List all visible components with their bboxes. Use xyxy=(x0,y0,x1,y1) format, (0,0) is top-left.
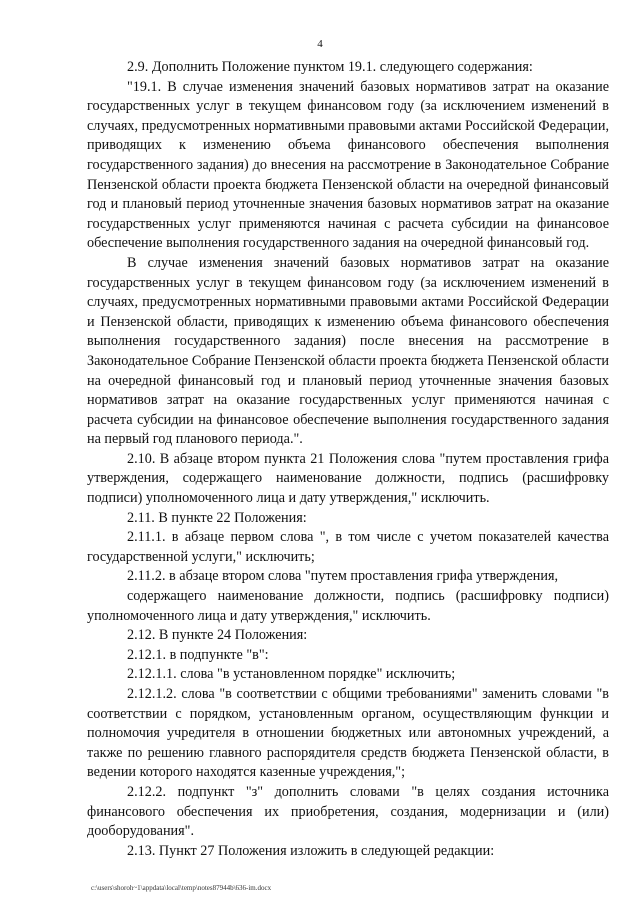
paragraph-2-12-1-1: 2.12.1.1. слова "в установленном порядке" исключить; xyxy=(127,666,456,683)
paragraph-2-12-1-2: 2.12.1.2. слова "в соответствии с общими требованиями" заменить словами "в соответствии с порядком, установленным органом, осуществляющим функции и полномочия учредителя в отношении бюджетных или автономных учреждений, а также по решению главного распорядителя средств бюджета Пензенской области, в ведении которого находятся казенные учреждения,"; xyxy=(87,686,609,781)
document-body xyxy=(87,58,609,861)
file-path-footer: c:\users\shoroh~1\appdata\local\temp\notes87944b\636-im.docx xyxy=(91,884,272,892)
paragraph-2-11-2-continued: содержащего наименование должности, подпись (расшифровку подписи) уполномоченного лица и дату утверждения," исключить. xyxy=(87,588,609,624)
page-number: 4 xyxy=(317,38,323,50)
paragraph-2-10: 2.10. В абзаце втором пункта 21 Положения слова "путем проставления грифа утверждения, содержащего наименование должности, подпись (расшифровку подписи) уполномоченного лица и дату утверждения," исключить. xyxy=(87,450,609,507)
paragraph-19-1-second: В случае изменения значений базовых нормативов затрат на оказание государственных услуг в текущем финансовом году (за исключением изменений в случаях, предусмотренных нормативными правовыми актами Российской Федерации и Пензенской области, приводящих к изменению объема финансового обеспечения выполнения государственного задания) после внесения на рассмотрение в Законодательное Собрание Пензенской области проекта бюджета Пензенской области на очередной финансовый год и плановый период уточненные значения базовых нормативов затрат на оказание государственных услуг применяются начиная с расчета субсидии на финансовое обеспечение выполнения государственного задания на первый год планового периода.". xyxy=(87,254,609,448)
paragraph-2-11-1: 2.11.1. в абзаце первом слова ", в том числе с учетом показателей качества государственной услуги," исключить; xyxy=(87,529,609,565)
paragraph-2-13: 2.13. Пункт 27 Положения изложить в следующей редакции: xyxy=(127,842,495,859)
paragraph-2-11-2: 2.11.2. в абзаце втором слова "путем проставления грифа утверждения, xyxy=(127,568,559,585)
paragraph-19-1: "19.1. В случае изменения значений базовых нормативов затрат на оказание государственных услуг в текущем финансовом году (за исключением изменений в случаях, предусмотренных нормативными правовыми актами Российской Федерации, приводящих к изменению объема финансового обеспечения выполнения государственного задания) до внесения на рассмотрение в Законодательное Собрание Пензенской области проекта бюджета Пензенской области на очередной финансовый год и плановый период уточненные значения базовых нормативов затрат на оказание государственных услуг применяются начиная с расчета субсидии на финансовое обеспечение выполнения государственного задания на очередной финансовый год. xyxy=(87,78,609,252)
paragraph-2-12-1: 2.12.1. в подпункте "в": xyxy=(127,646,269,663)
paragraph-2-12-2: 2.12.2. подпункт "з" дополнить словами "в целях создания источника финансового обеспечения их приобретения, создания, модернизации и (или) дооборудования". xyxy=(87,783,609,840)
paragraph-2-11: 2.11. В пункте 22 Положения: xyxy=(127,509,307,526)
paragraph-2-12: 2.12. В пункте 24 Положения: xyxy=(127,627,308,644)
paragraph-2-9: 2.9. Дополнить Положение пунктом 19.1. следующего содержания: xyxy=(127,59,533,75)
